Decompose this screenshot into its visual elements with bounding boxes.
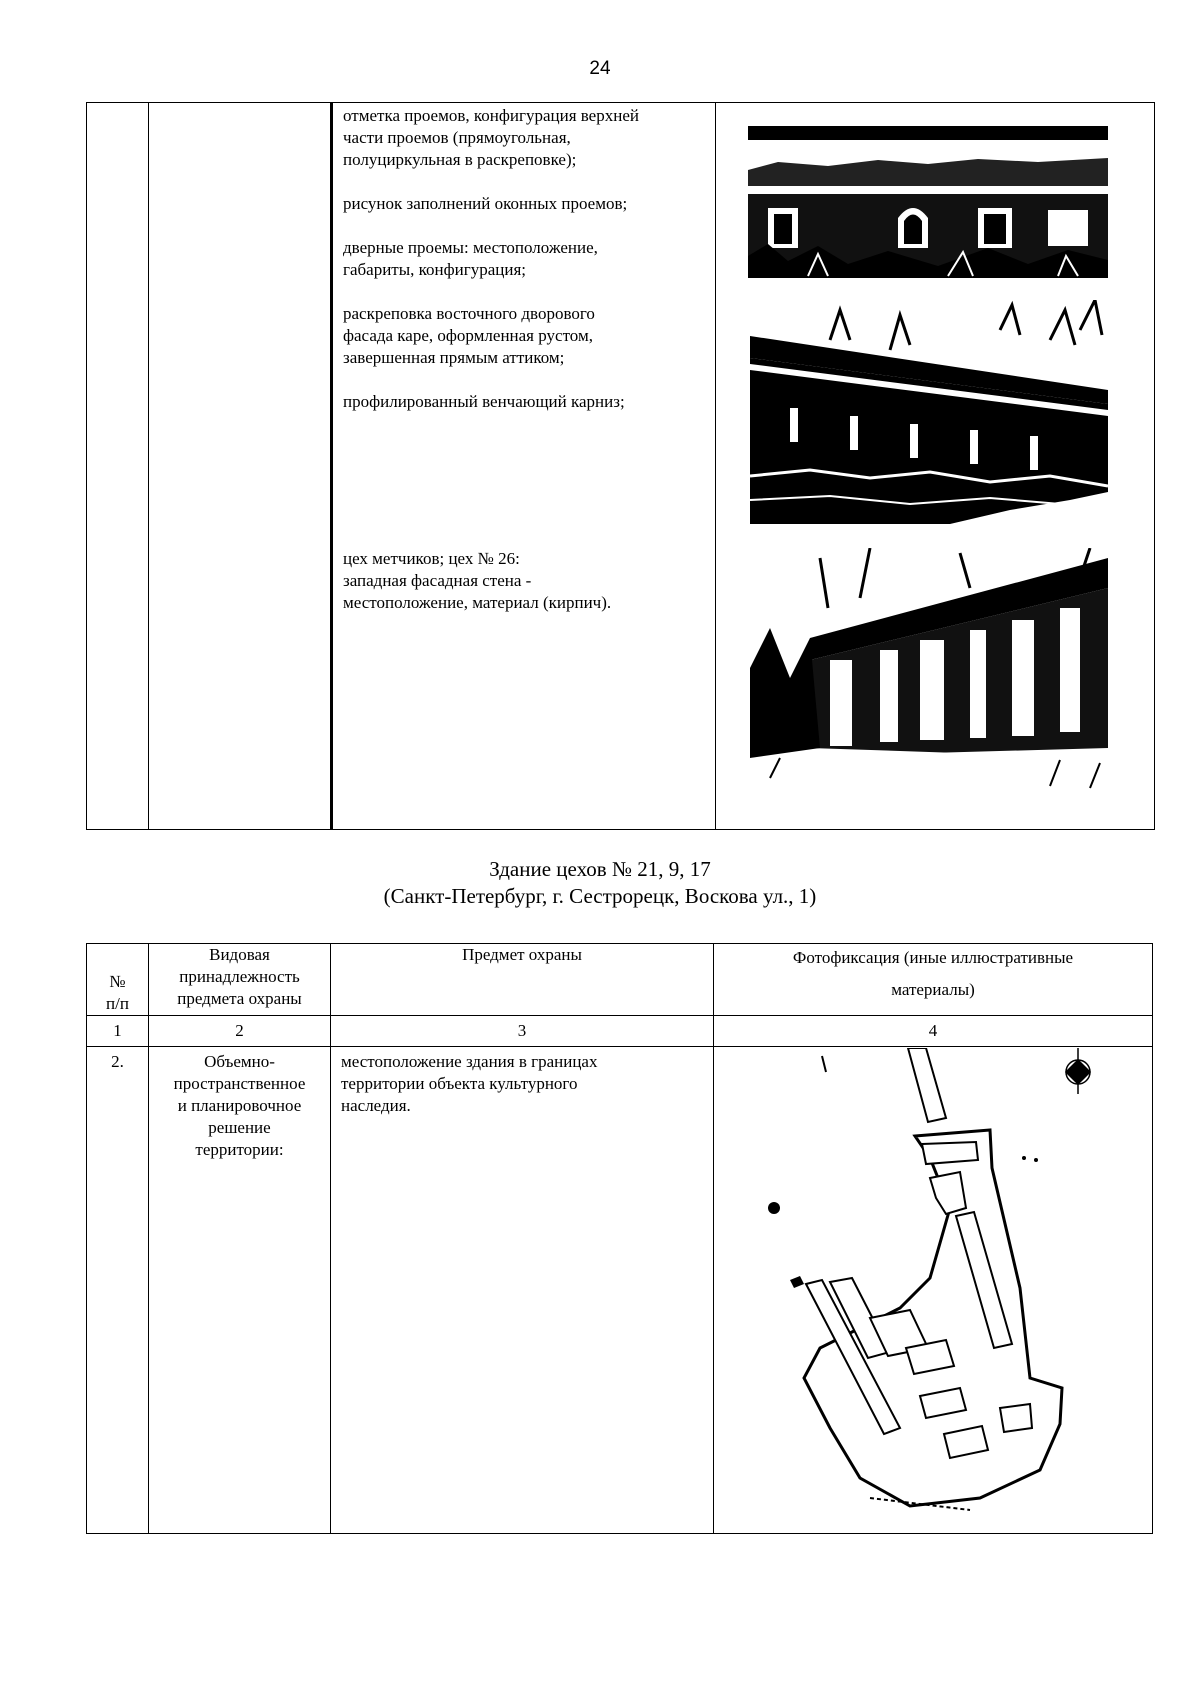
- column-number: 3: [331, 1016, 714, 1047]
- column-number-row: [87, 1016, 1153, 1047]
- column-number: 4: [714, 1016, 1153, 1047]
- subject-paragraph: профилированный венчающий карниз;: [343, 392, 625, 411]
- header-subject: Предмет охраны: [331, 944, 714, 1016]
- header-row: [87, 944, 1153, 1016]
- subject-paragraph: цех метчиков; цех № 26: западная фасадная стена - местоположение, материал (кирпич).: [343, 549, 612, 612]
- facade-photo-3: [750, 548, 1108, 796]
- num-cell: [87, 103, 149, 830]
- facade-photo-1: [748, 126, 1108, 278]
- page-number: 24: [589, 58, 611, 79]
- column-number: 2: [149, 1016, 331, 1047]
- row-num: 2.: [87, 1047, 149, 1534]
- header-photo: Фотофиксация (иные иллюстративные материалы): [714, 944, 1153, 1016]
- section-title: [0, 856, 1200, 910]
- header-num: № п/п: [87, 944, 149, 1016]
- facade-photo-2: [750, 300, 1108, 524]
- subject-paragraph: дверные проемы: местоположение, габариты, конфигурация;: [343, 238, 598, 279]
- column-number: 1: [87, 1016, 149, 1047]
- site-plan: [760, 1048, 1100, 1522]
- type-cell: [149, 103, 332, 830]
- building-address: (Санкт-Петербург, г. Сестрорецк, Воскова ул., 1): [383, 884, 817, 908]
- building-title: Здание цехов № 21, 9, 17: [489, 857, 711, 881]
- subject-paragraph: рисунок заполнений оконных проемов;: [343, 194, 628, 213]
- header-type: Видовая принадлежность предмета охраны: [149, 944, 331, 1016]
- subject-paragraph: отметка проемов, конфигурация верхней части проемов (прямоугольная, полуциркульная в раскреповке);: [343, 106, 639, 169]
- subject-cell: [332, 103, 716, 830]
- row-subject: местоположение здания в границах территории объекта культурного наследия.: [331, 1047, 714, 1534]
- row-type: Объемно- пространственное и планировочное решение территории:: [149, 1047, 331, 1534]
- subject-paragraph: раскреповка восточного дворового фасада каре, оформленная рустом, завершенная прямым аттиком;: [343, 304, 595, 367]
